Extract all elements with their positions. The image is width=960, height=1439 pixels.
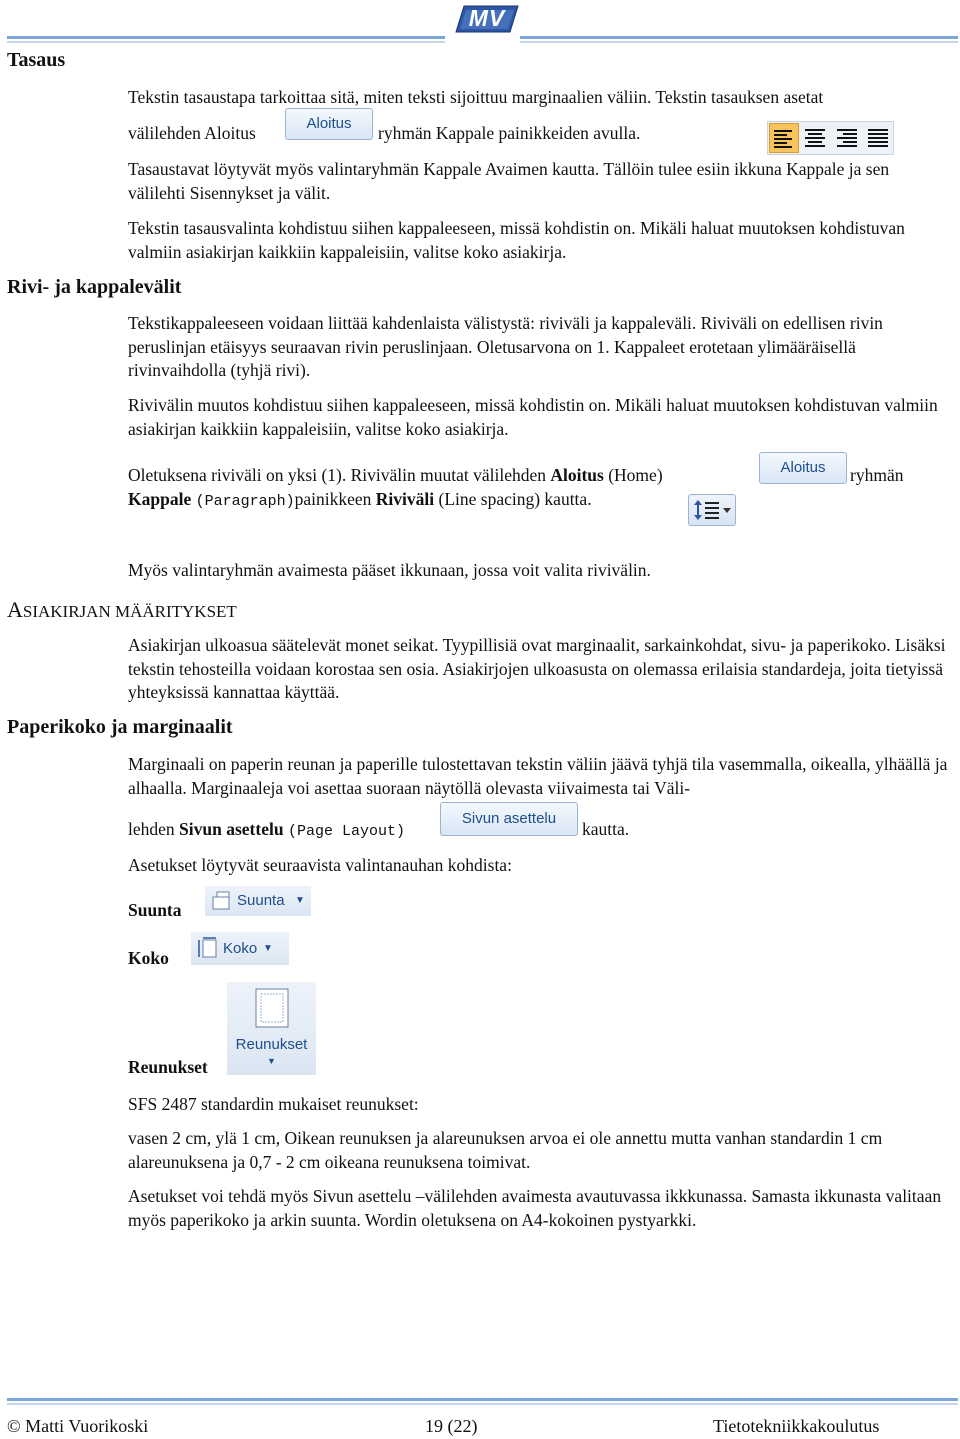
heading-paperikoko: Paperikoko ja marginaalit	[7, 716, 233, 738]
tasaus-p3: Tekstin tasausvalinta kohdistuu siihen kappaleeseen, missä kohdistin on. Mikäli haluat muutoksen kohdistuvan valmiin asiakirjan kaikkiin kappaleisiin, valitse koko asiakirja.	[128, 218, 905, 262]
aloitus-tab-label: Aloitus	[306, 115, 352, 132]
header-rule-right-thin	[520, 41, 958, 43]
logo-text: MV	[468, 5, 506, 31]
rivi-p2: Rivivälin muutos kohdistuu siihen kappaleeseen, missä kohdistin on. Mikäli haluat muutoksen kohdistuvan valmiin asiakirjan kaikkiin kappaleisiin, valitse koko asiakirja.	[128, 395, 938, 439]
paperikoko-p3: Asetukset löytyvät seuraavista valintanauhan kohdista:	[128, 855, 512, 875]
asiakirja-p1: Asiakirjan ulkoasua säätelevät monet seikat. Tyypillisiä ovat marginaalit, sarkainkohdat, sivu- ja paperikoko. Lisäksi tekstin tehosteilla voidaan korostaa sen osia. Asiakirjojen ulkoasusta on olemassa erilaisia standardeja, joita tietyissä yhteyksissä kannattaa käyttää.	[128, 635, 946, 702]
rivi-p1: Tekstikappaleeseen voidaan liittää kahdenlaista välistystä: riviväli ja kappaleväli. Riviväli on edellisen rivin peruslinjan etäisyys seuraavan rivin peruslinjaan. Oletusarvona on 1. Kappaleet erotetaan ylimääräisellä rivinvaihdolla (tyhjä rivi).	[128, 313, 883, 380]
paperikoko-p2-c: (Page Layout)	[287, 823, 405, 840]
header-rule-left-thin	[7, 41, 445, 43]
rivi-p3-line2	[128, 489, 592, 510]
aloitus-tab-label-2: Aloitus	[780, 459, 826, 476]
orientation-icon	[211, 891, 235, 911]
rivi-p3-line1	[128, 465, 663, 486]
heading-rivi: Rivi- ja kappalevälit	[7, 276, 182, 298]
reunukset-label: Reunukset	[128, 1057, 208, 1077]
heading-asiakirja-rest: SIAKIRJAN MÄÄRITYKSET	[22, 602, 237, 621]
align-left-icon	[769, 123, 799, 153]
sivun-asettelu-tab-image	[440, 802, 578, 836]
paperikoko-p6: Asetukset voi tehdä myös Sivun asettelu –välilehden avaimesta avautuvassa ikkkunassa. Samasta ikkunasta valitaan myös paperikoko ja arkin suunta. Wordin oletuksena on A4-kokoinen pystyarkki.	[128, 1186, 942, 1230]
line-spacing-button	[688, 494, 736, 526]
chevron-down-icon: ▼	[263, 943, 273, 954]
rivi-p3-h: Riviväli	[375, 489, 435, 509]
rivi-p4: Myös valintaryhmän avaimesta pääset ikkunaan, jossa voit valita rivivälin.	[128, 560, 651, 580]
page-size-icon	[197, 937, 221, 959]
reunukset-button-label: Reunukset	[235, 1036, 308, 1053]
sivun-asettelu-tab-label: Sivun asettelu	[461, 810, 557, 827]
paperikoko-p2-d: kautta.	[582, 819, 630, 839]
paperikoko-p2	[128, 819, 405, 840]
suunta-label: Suunta	[128, 900, 182, 920]
paperikoko-p2-b: Sivun asettelu	[179, 819, 284, 839]
koko-button-image	[191, 932, 289, 965]
chevron-down-icon: ▼	[267, 1056, 276, 1066]
tasaus-p1-line2a: välilehden Aloitus	[128, 123, 256, 143]
heading-tasaus: Tasaus	[7, 49, 66, 71]
rivi-p3-i: (Line spacing) kautta.	[438, 489, 592, 509]
chevron-down-icon: ▼	[295, 895, 305, 906]
tasaus-p1-line2b: ryhmän Kappale painikkeiden avulla.	[378, 123, 641, 143]
tasaus-p1-line1: Tekstin tasaustapa tarkoittaa sitä, miten teksti sijoittuu marginaalien väliin. Tekstin tasauksen asetat	[128, 87, 824, 107]
logo	[452, 2, 522, 34]
koko-button-label: Koko	[223, 940, 258, 957]
align-right-icon	[833, 123, 861, 151]
rivi-p3-b: Aloitus	[550, 465, 604, 485]
rivi-p3-f: (Paragraph)	[195, 493, 295, 510]
rivi-p3-d: ryhmän	[850, 465, 904, 485]
footer-course: Tietotekniikkakoulutus	[713, 1416, 880, 1436]
footer-author: © Matti Vuorikoski	[7, 1416, 149, 1436]
suunta-button-image	[205, 886, 311, 916]
paperikoko-p4: SFS 2487 standardin mukaiset reunukset:	[128, 1094, 419, 1114]
align-center-icon	[801, 123, 829, 151]
rivi-p3-e: Kappale	[128, 489, 192, 509]
footer-rule-thin	[7, 1403, 958, 1405]
footer-page-number: 19 (22)	[425, 1416, 478, 1436]
koko-label: Koko	[128, 948, 169, 968]
suunta-button-label: Suunta	[237, 892, 285, 909]
paperikoko-p1: Marginaali on paperin reunan ja paperille tulostettavan tekstin väliin jäävä tyhjä tila vasemmalla, oikealla, ylhäällä ja alhaalla. Marginaaleja voi asettaa suoraan näytöllä olevasta viivaimesta tai Väli-	[128, 754, 948, 798]
line-spacing-icon	[689, 495, 735, 525]
aloitus-tab-image-2	[759, 452, 847, 484]
heading-asiakirja	[7, 597, 237, 623]
footer-rule	[7, 1398, 958, 1401]
header-rule-left	[7, 36, 445, 39]
header-rule-right	[520, 36, 958, 39]
tasaus-p2: Tasaustavat löytyvät myös valintaryhmän Kappale Avaimen kautta. Tällöin tulee esiin ikkuna Kappale ja sen välilehti Sisennykset ja välit.	[128, 159, 890, 203]
align-justify-icon	[864, 123, 892, 151]
aloitus-tab-image	[285, 108, 373, 140]
paperikoko-p5: vasen 2 cm, ylä 1 cm, Oikean reunuksen ja alareunuksen arvoa ei ole annettu mutta vanhan standardin 1 cm alareunuksena ja 0,7 - 2 cm oikeana reunuksena toimivat.	[128, 1128, 883, 1172]
rivi-p3-g: painikkeen	[294, 489, 372, 509]
margins-icon	[255, 988, 289, 1028]
paperikoko-p2-a: lehden	[128, 819, 175, 839]
heading-asiakirja-first: A	[7, 597, 23, 622]
rivi-p3-a: Oletuksena riviväli on yksi (1). Rivivälin muutat välilehden	[128, 465, 546, 485]
rivi-p3-c: (Home)	[608, 465, 663, 485]
reunukset-button-image	[227, 982, 316, 1075]
